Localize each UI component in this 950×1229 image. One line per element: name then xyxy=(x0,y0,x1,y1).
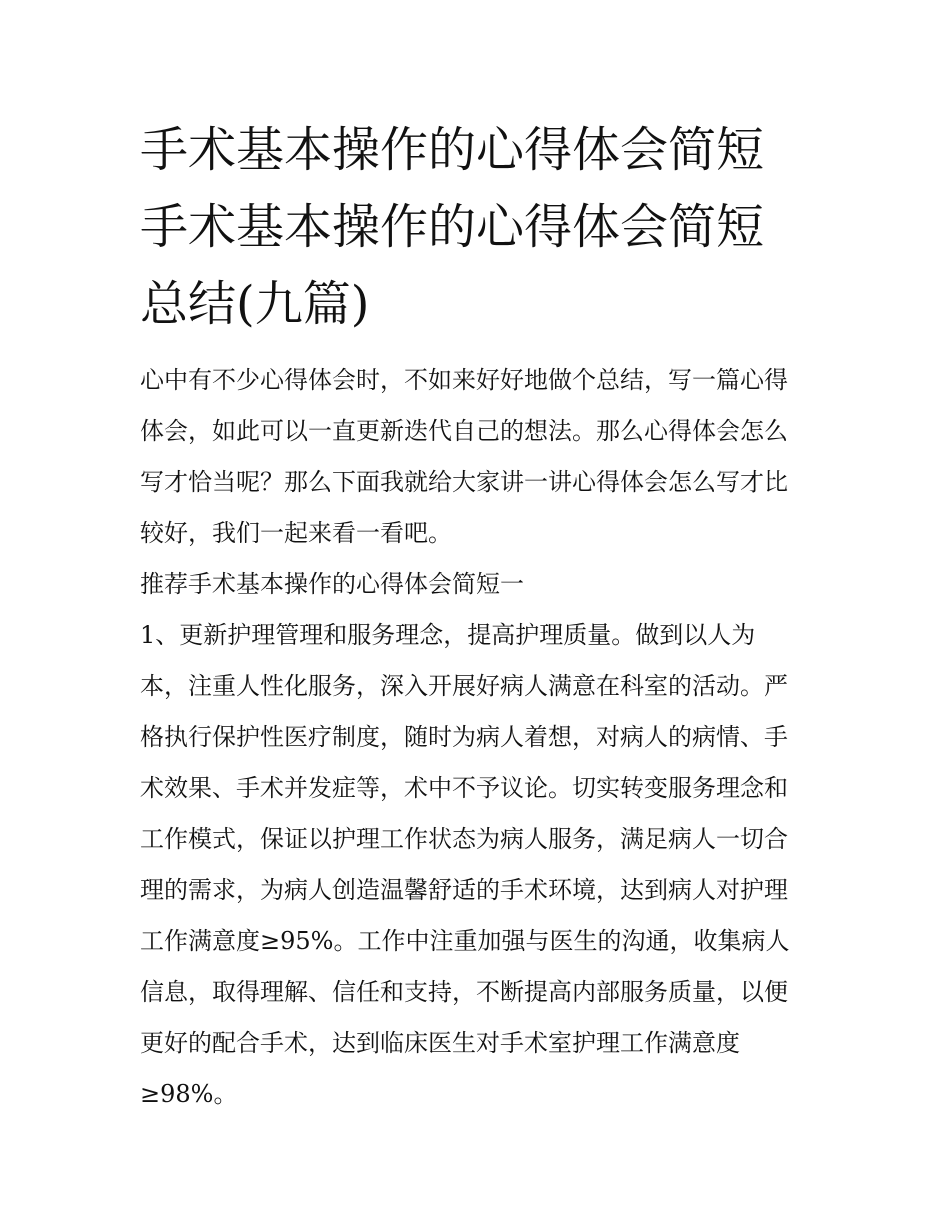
paragraph-line-1: 1、更新护理管理和服务理念，提高护理质量。做到以人为 xyxy=(140,621,756,649)
paragraph-line-3: 格执行保护性医疗制度，随时为病人着想，对病人的病情、手 xyxy=(140,723,788,751)
paragraph-line-7: 工作满意度≥95%。工作中注重加强与医生的沟通，收集病人 xyxy=(140,927,790,955)
paragraph-line-5: 工作模式，保证以护理工作状态为病人服务，满足病人一切合 xyxy=(140,825,788,853)
document-body xyxy=(140,355,830,1120)
paragraph-line-6: 理的需求，为病人创造温馨舒适的手术环境，达到病人对护理 xyxy=(140,876,788,904)
intro-line-2: 体会，如此可以一直更新迭代自己的想法。那么心得体会怎么 xyxy=(140,417,788,445)
document-title xyxy=(140,112,840,343)
intro-line-3: 写才恰当呢？那么下面我就给大家讲一讲心得体会怎么写才比 xyxy=(140,468,788,496)
paragraph-line-2: 本，注重人性化服务，深入开展好病人满意在科室的活动。严 xyxy=(140,672,788,700)
title-line-2: 手术基本操作的心得体会简短 xyxy=(140,199,765,255)
title-line-3: 总结(九篇) xyxy=(140,276,370,332)
paragraph-line-4: 术效果、手术并发症等，术中不予议论。切实转变服务理念和 xyxy=(140,774,788,802)
title-line-1: 手术基本操作的心得体会简短 xyxy=(140,122,765,178)
paragraph-line-8: 信息，取得理解、信任和支持，不断提高内部服务质量，以便 xyxy=(140,978,788,1006)
intro-line-4: 较好，我们一起来看一看吧。 xyxy=(140,519,452,547)
paragraph-line-10: ≥98%。 xyxy=(140,1080,238,1108)
section-heading: 推荐手术基本操作的心得体会简短一 xyxy=(140,570,524,598)
paragraph-line-9: 更好的配合手术，达到临床医生对手术室护理工作满意度 xyxy=(140,1029,740,1057)
intro-line-1: 心中有不少心得体会时，不如来好好地做个总结，写一篇心得 xyxy=(140,366,788,394)
